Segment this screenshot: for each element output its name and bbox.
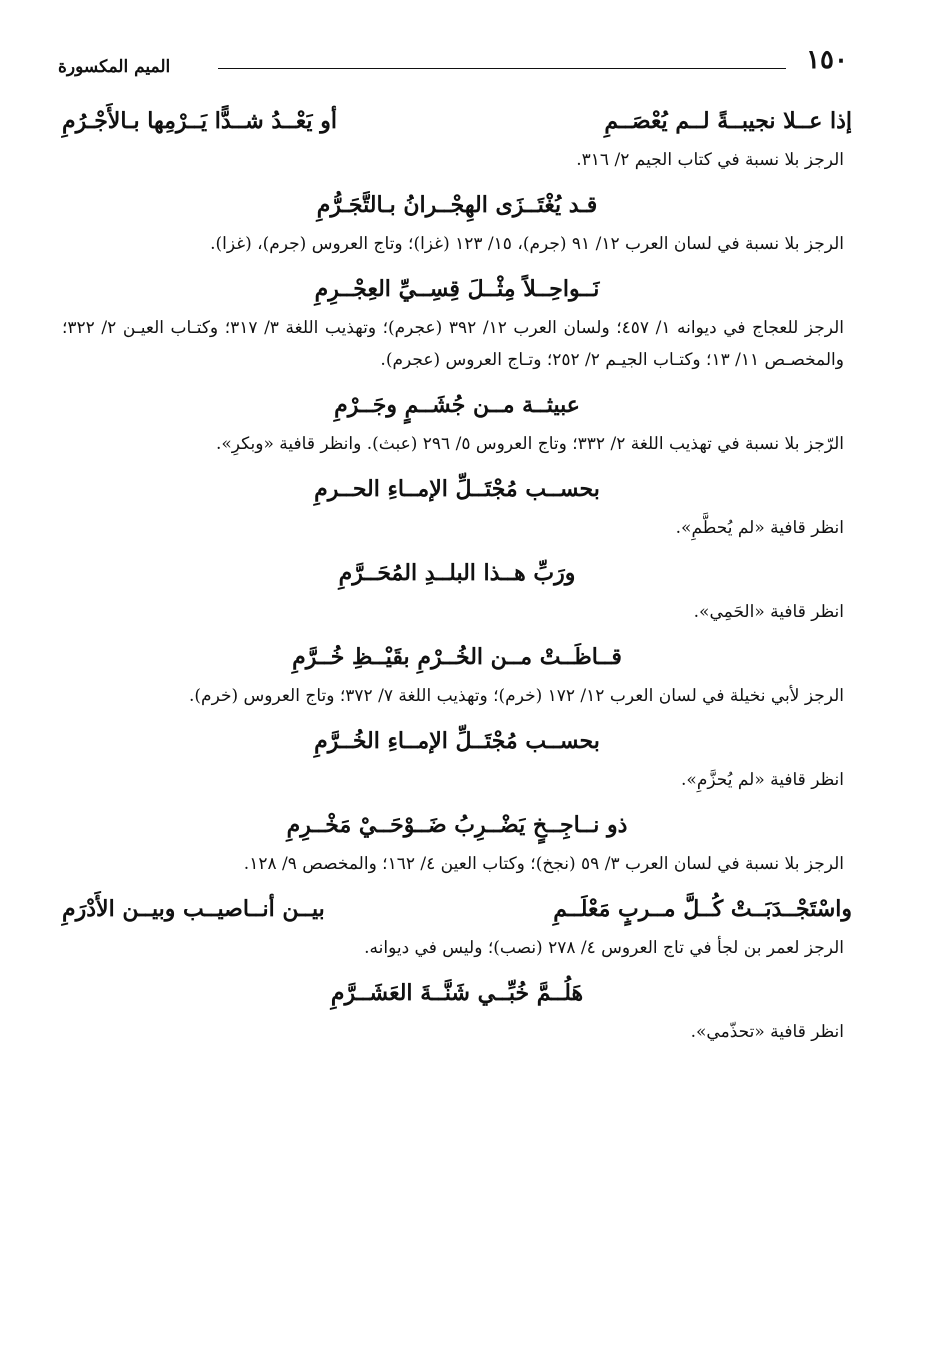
- page-header: [58, 44, 848, 84]
- verse-line: ورَبِّ هــذا البلــدِ المُحَــرَّمِ: [338, 560, 576, 586]
- source-note: الرجز بلا نسبة في لسان العرب ٣/ ٥٩ (نجخ)؛ وكتاب العين ٤/ ١٦٢؛ والمخصص ٩/ ١٢٨.: [243, 854, 844, 874]
- source-note: الرجز للعجاج في ديوانه ١/ ٤٥٧؛ ولسان العرب ١٢/ ٣٩٢ (عجرم)؛ وتهذيب اللغة ٣/ ٣١٧؛ وكتـاب العيـن ٢/ ٣٢٢؛ والمخصـص ١١/ ١٣؛ وكتـاب الجيـم ٢/ ٢٥٢؛ وتـاج العروس (عجرم).: [62, 318, 844, 370]
- verse-line: ذو نــاجِــخٍ يَضْــرِبُ ضَــوْحَــيْ مَخْــرِمِ: [286, 812, 628, 838]
- verse-line: نَــواحِــلاً مِثْــلَ قِسِــيِّ العِجْــرِمِ: [314, 276, 600, 302]
- source-note: الرجز بلا نسبة في لسان العرب ١٢/ ٩١ (جرم)، ١٥/ ١٢٣ (غزا)؛ وتاج العروس (جرم)، (غزا).: [210, 234, 844, 254]
- page-content: [62, 92, 852, 1050]
- cross-reference-note: انظر قافية «الحَمِي».: [693, 602, 844, 622]
- page-number: ١٥٠: [806, 45, 848, 75]
- source-note: الرجز لعمر بن لجأ في تاج العروس ٤/ ٢٧٨ (نصب)؛ وليس في ديوانه.: [364, 938, 844, 958]
- entry: [62, 974, 852, 1048]
- cross-reference-note: انظر قافية «لم يُحطَّمِ».: [675, 518, 844, 538]
- verse-line: قــاظَــتْ مــن الخُــرْمِ بقَيْــظِ خُــرَّمِ: [292, 644, 622, 670]
- entry: [62, 722, 852, 796]
- verse-hemistich-left: أو يَعْــدُ شــدًّا يَــرْمِها بـالأَجْـرُمِ: [62, 108, 337, 134]
- entry: [62, 554, 852, 628]
- verse-hemistich-left: بيــن أنــاصيــب وبيــن الأَدْرَمِ: [62, 896, 325, 922]
- entry: [62, 890, 852, 964]
- entry: [62, 638, 852, 712]
- header-rule: [218, 68, 786, 69]
- verse-line: هَلُــمَّ خُبِّــي شَنَّــةَ العَشَــرَّمِ: [330, 980, 584, 1006]
- verse-line: بحســب مُجْتَــلِّ الإمــاءِ الخُــرَّمِ: [314, 728, 600, 754]
- entry: [62, 470, 852, 544]
- entry: [62, 386, 852, 460]
- cross-reference-note: انظر قافية «تحذّمي».: [690, 1022, 844, 1042]
- cross-reference-note: انظر قافية «لم يُحزَّمِ».: [681, 770, 844, 790]
- entry: [62, 186, 852, 260]
- verse-hemistich-right: إذا عــلا نجيبــةً لــم يُعْصَــمِ: [604, 108, 852, 134]
- source-note: الرّجز بلا نسبة في تهذيب اللغة ٢/ ٣٣٢؛ وتاج العروس ٥/ ٢٩٦ (عبث). وانظر قافية «وبكرِ».: [215, 434, 844, 454]
- source-note: الرجز بلا نسبة في كتاب الجيم ٢/ ٣١٦.: [576, 150, 844, 170]
- verse-line: عبيثــة مــن جُشَــمٍ وجَــرْمِ: [334, 392, 580, 418]
- verse-hemistich-right: واسْتَجْــدَبَــتْ كُــلَّ مــربٍ مَعْلَــمِ: [553, 896, 852, 922]
- verse-line: [62, 890, 852, 928]
- verse-line: قـد يُغْتَــزَى الهِجْــرانُ بـالتَّجَـرُّمِ: [316, 192, 598, 218]
- entry: [62, 270, 852, 376]
- verse-line: [62, 102, 852, 140]
- entry: [62, 806, 852, 880]
- verse-line: بحســب مُجْتَــلِّ الإمــاءِ الحــرمِ: [314, 476, 600, 502]
- running-title: الميم المكسورة: [58, 57, 171, 77]
- source-note: الرجز لأبي نخيلة في لسان العرب ١٢/ ١٧٢ (خرم)؛ وتهذيب اللغة ٧/ ٣٧٢؛ وتاج العروس (خرم).: [189, 686, 844, 706]
- entry: [62, 102, 852, 176]
